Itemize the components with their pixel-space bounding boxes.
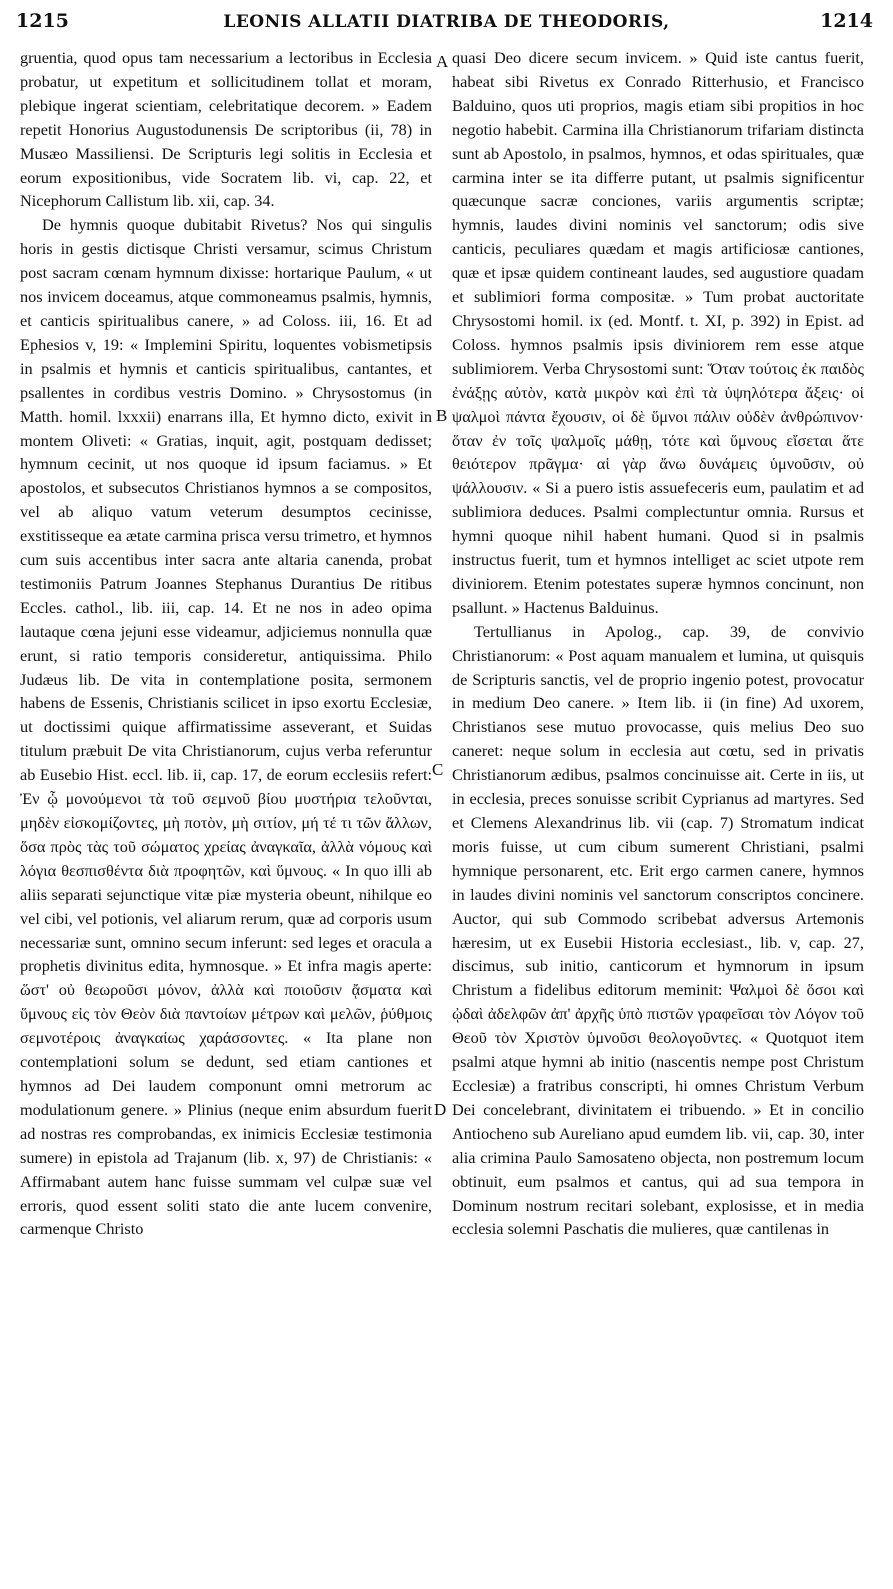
paragraph: quasi Deo dicere secum invicem. » Quid iste cantus fuerit, habeat sibi Rivetus ex Conrado Ritterhusio, et Francisco Balduino, quos uti proprios, magis etiam sibi propitios in hoc negotio habebit. Carmina illa Christianorum trifariam distincta sunt ab Apostolo, in psalmos, hymnos, et odas spirituales, quæ carmina inter se ita differre putant, ut psalmis significentur quæcunque sacræ conciones, variis argumentis scriptæ; hymnis, laudes divini nominis vel sanctorum; odis sive canticis, peculiares quædam et magis artificiosæ cantiones, quæ et ipsæ quidem contineant laudes, sed augustiore quadam et sublimiori forma compositæ. » Tum probat auctoritate Chrysostomi homil. ix (ed. Montf. t. XI, p. 392) in Epist. ad Coloss. hymnos psalmis ipsis diviniorem rem esse atque sublimiorem. Verba Chrysostomi sunt: Ὅταν τούτοις ἐκ παιδὸς ἐνάξῃς αὐτὸν, κατὰ μικρὸν καὶ ἐπὶ τὰ ὑψηλότερα ἄξεις· οἱ ψαλμοὶ πάντα ἔχουσιν, οἱ δὲ ὕμνοι πάλιν οὐδὲν ἀνθρώπινον· ὅταν ἐν τοῖς ψαλμοῖς μάθῃ, τότε καὶ ὕμνους εἴσεται ἅτε θειότερον πρᾶγμα· αἱ γὰρ ἄνω δυνάμεις ὑμνοῦσιν, οὐ ψάλλουσιν. « Si a puero istis assuefeceris eum, paulatim et ad sublimiora deduces. Psalmi complectuntur omnia. Rursus et hymni quoque nihil habent humani. Quod si in psalmis instructus fuerit, tum et hymnos intelliget ac sciet utpote rem diviniorem. Etenim potestates superæ hymnos concinunt, non psallunt. » Hactenus Balduinus. [452, 48, 864, 617]
left-column [20, 46, 432, 1241]
margin-letter-d: D [434, 1100, 447, 1119]
page-header [0, 10, 893, 40]
page-number-right: 1214 [820, 10, 873, 32]
paragraph: gruentia, quod opus tam necessarium a lectoribus in Ecclesia probatur, ut expetitum et sollicitudinem tollat et moram, plebique ingerat scientiam, celebritatique decorem. » Eadem repetit Honorius Augustodunensis De scriptoribus (ii, 78) in Musæo Massiliensi. De Scripturis legi solitis in Ecclesia et eorum expositionibus, vide Socratem lib. vi, cap. 22, et Nicephorum Callistum lib. xii, cap. 34. [20, 48, 432, 211]
page-number-left: 1215 [16, 10, 69, 32]
paragraph: Tertullianus in Apolog., cap. 39, de convivio Christianorum: « Post aquam manualem et lumina, ut quisquis de Scripturis sanctis, vel de proprio ingenio potest, provocatur in medium Deo canere. » Item lib. ii (in fine) Ad uxorem, Christianos sese mutuo provocasse, quis melius Deo suo caneret: neque solum in ecclesia aut cœtu, sed in privatis Christianorum ædibus, psalmos concinuisse ait. Certe in iis, ut in ecclesia, preces sonuisse scribit Cyprianus ad martyres. Sed et Clemens Alexandrinus lib. vii (cap. 7) Stromatum indicat moris fuisse, ut cum cibum sumerent Christiani, psalmi hymnique personarent, etc. Erit ergo carmen canere, hymnos in laudes divini nominis vel sanctorum conscriptos concinere. Auctor, qui sub Commodo scribebat adversus Artemonis hæresim, ut ex Eusebii Historia ecclesiast., lib. v, cap. 27, discimus, sub initio, canticorum et hymnorum in ipsum Christum a fidelibus editorum meminit: Ψαλμοὶ δὲ ὅσοι καὶ ᾠδαὶ ἀδελφῶν ἀπ' ἀρχῆς ὑπὸ πιστῶν γραφεῖσαι τὸν Λόγον τοῦ Θεοῦ τὸν Χριστὸν ὑμνοῦσι θεολογοῦντες. « Quotquot item psalmi atque hymni ab initio (nascentis nempe post Christum Ecclesiæ) a fratribus conscripti, hi omnes Christum Verbum Dei concelebrant, divinitatem ei tribuendo. » Et in concilio Antiocheno sub Aureliano apud eumdem lib. vii, cap. 30, inter alia crimina Paulo Samosateno objecta, non postremum locum obtinuit, eum psalmos et cantus, qui ad sua tempora in Dominum nostrum recitari solebant, explosisse, et in media ecclesia solemni Paschatis die mulieres, quæ cantilenas in [452, 621, 864, 1239]
margin-letter-c: C [432, 760, 444, 779]
paragraph: De hymnis quoque dubitabit Rivetus? Nos qui singulis horis in gestis dictisque Christi versamur, scimus Christum post sacram cœnam hymnum dixisse: hortarique Paulum, « ut nos invicem doceamus, atque commoneamus psalmis, hymnis, et canticis spiritualibus canere, » ad Coloss. iii, 16. Et ad Ephesios v, 19: « Implemini Spiritu, loquentes vobismetipsis in psalmis et hymnis et canticis spiritualibus, cantantes, et psallentes in cordibus vestris Domino. » Chrysostomus (in Matth. homil. lxxxii) enarrans illa, Et hymno dicto, exivit in montem Oliveti: « Gratias, inquit, agit, postquam dedisset; hymnum cecinit, ut nos quoque id ipsum faciamus. » Et apostolos, et subsecutos Christianos hymnos a se compositos, vel ab aliquo vatum veterum desumptos cecinisse, exstitisseque ea ætate carmina prisca versu trimetro, et hymnos cum suis accentibus inter sacra ante altaria canenda, probat testimoniis Patrum Joannes Stephanus Durantius De ritibus Eccles. cathol., lib. iii, cap. 14. Et ne nos in adeo opima lautaque cœna jejuni esse videamur, adjiciemus nonnulla quæ erunt, si ratio temporis consideretur, antiquissima. Philo Judæus lib. De vita in contemplatione posita, sermonem habens de Essenis, Christianis scilicet in ipso exortu Ecclesiæ, ut doctissimi quique affirmatissime asseverant, et Suidas titulum præbuit De vita Christianorum, cujus verba referuntur ab Eusebio Hist. eccl. lib. ii, cap. 17, de eorum ecclesiis refert: Ἐν ᾧ μονούμενοι τὰ τοῦ σεμνοῦ βίου μυστήρια τελοῦνται, μηδὲν εἰσκομίζοντες, μὴ ποτὸν, μὴ σιτίον, μή τέ τι τῶν ἄλλων, ὅσα πρὸς τὰς τοῦ σώματος χρείας ἀναγκαῖα, ἀλλὰ νόμους καὶ λόγια θεσπισθέντα διὰ προφητῶν, καὶ ὕμνους. « In quo illi ab aliis separati sejunctique vitæ piæ mysteria obeunt, nihilque eo vel cibi, vel potionis, vel aliarum rerum, quæ ad corporis usum necessariæ sunt, omnino secum inferunt: sed leges et oracula a prophetis divinitus edita, hymnosque. » Et infra magis aperte: ὥστ' οὐ θεωροῦσι μόνον, ἀλλὰ καὶ ποιοῦσιν ᾄσματα καὶ ὕμνους εἰς τὸν Θεὸν διὰ παντοίων μέτρων καὶ μελῶν, ῥύθμοις σεμνοτέροις ἀναγκαίως χαράσσοντες. « Ita plane non contemplationi solum se dedunt, sed etiam cantiones et hymnos ad Dei laudem componunt omni metrorum ac modulationum genere. » Plinius (neque enim absurdum fuerit ad nostras res comprobandas, ex inimicis Ecclesiæ testimonia sumere) in epistola ad Trajanum (lib. x, 97) de Christianis: « Affirmabant autem hanc fuisse summam vel culpæ suæ vel erroris, quod essent soliti stato die ante lucem convenire, carmenque Christo [20, 215, 432, 1239]
margin-letter-a: A [436, 52, 449, 71]
right-column [452, 46, 864, 1241]
running-title: LEONIS ALLATII DIATRIBA DE THEODORIS, [223, 12, 670, 32]
margin-letter-b: B [436, 406, 448, 425]
